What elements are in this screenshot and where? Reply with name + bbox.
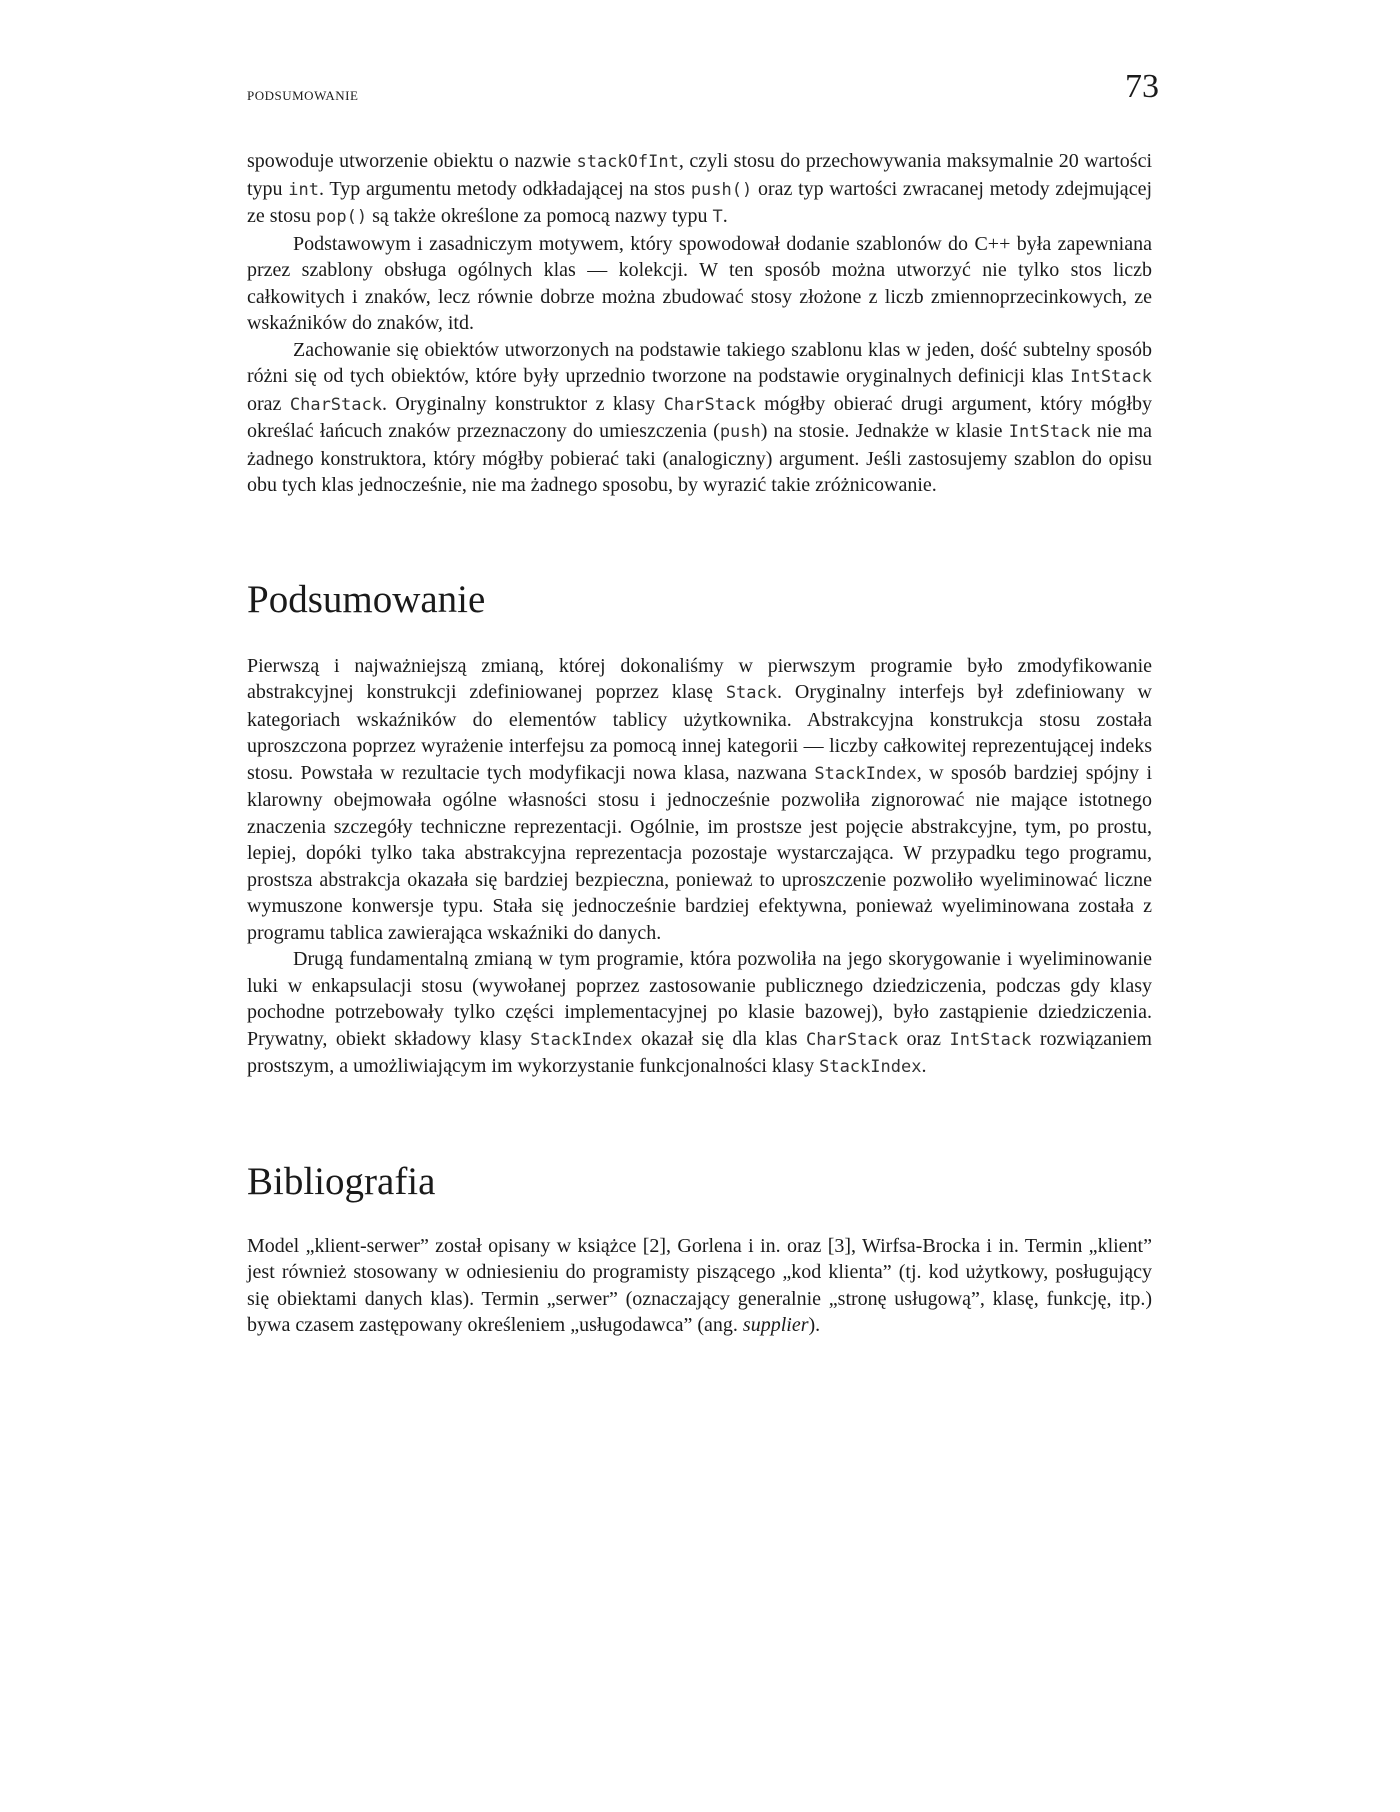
- inline-code: IntStack: [1008, 422, 1091, 442]
- paragraph: Drugą fundamentalną zmianą w tym programie, która pozwoliła na jego skorygowanie i wyeliminowanie luki w enkapsulacji stosu (wywołanej poprzez zastosowanie publicznego dziedziczenia, podczas gdy klasy pochodne potrzebowały tylko części implementacyjnej po klasie bazowej), było zastąpienie dziedziczenia. Prywatny, obiekt składowy klasy StackIndex okazał się dla klas CharStack oraz IntStack rozwiązaniem prostszym, a umożliwiającym im wykorzystanie funkcjonalności klasy StackIndex.: [247, 948, 1152, 1077]
- inline-code: StackIndex: [530, 1029, 633, 1050]
- inline-code: push: [719, 422, 761, 442]
- inline-code: CharStack: [663, 394, 756, 415]
- page-body: [247, 148, 1152, 1339]
- inline-code: CharStack: [805, 1029, 899, 1050]
- inline-code: stackOfInt: [576, 152, 679, 172]
- paragraph: spowoduje utworzenie obiektu o nazwie stackOfInt, czyli stosu do przechowywania maksymalnie 20 wartości typu int. Typ argumentu metody odkładającej na stos push() oraz typ wartości zwracanej metody zdejmującej ze stosu pop() są także określone za pomocą nazwy typu T.: [247, 150, 1152, 227]
- inline-code: T: [712, 207, 723, 227]
- inline-code: StackIndex: [814, 763, 917, 784]
- italic-term: supplier: [742, 1314, 809, 1336]
- inline-code: IntStack: [949, 1029, 1032, 1050]
- inline-code: CharStack: [289, 394, 382, 415]
- section-heading-summary: Podsumowanie: [247, 577, 486, 621]
- inline-code: Stack: [725, 683, 777, 703]
- section-heading-bibliography: Bibliografia: [247, 1159, 436, 1203]
- paragraph: Pierwszą i najważniejszą zmianą, której dokonaliśmy w pierwszym programie było zmodyfikowanie abstrakcyjnej konstrukcji zdefiniowanej poprzez klasę Stack. Oryginalny interfejs był zdefiniowany w kategoriach wskaźników do elementów tablicy użytkownika. Abstrakcyjna konstrukcja stosu została uproszczona poprzez wyrażenie interfejsu za pomocą innej kategorii — liczby całkowitej reprezentującej indeks stosu. Powstała w rezultacie tych modyfikacji nowa klasa, nazwana StackIndex, w sposób bardziej spójny i klarowny obejmowała ogólne własności stosu i jednocześnie pozwoliła zignorować nie mające istotnego znaczenia szczegóły techniczne reprezentacji. Ogólnie, im prostsze jest pojęcie abstrakcyjne, tym, po prostu, lepiej, dopóki tylko taka abstrakcyjna reprezentacja pozostaje wystarczająca. W przypadku tego programu, prostsza abstrakcja okazała się bardziej bezpieczna, ponieważ to uproszczenie pozwoliło wyeliminować liczne wymuszone konwersje typu. Stała się jednocześnie bardziej efektywna, ponieważ wyeliminowana została z programu tablica zawierająca wskaźniki do danych.: [247, 654, 1153, 944]
- inline-code: StackIndex: [819, 1057, 922, 1077]
- paragraph: Model „klient-serwer” został opisany w książce [2], Gorlena i in. oraz [3], Wirfsa-Brocka i in. Termin „klient” jest również stosowany w odniesieniu do programisty piszącego „kod klienta” (tj. kod użytkowy, posługujący się obiektami danych klas). Termin „serwer” (oznaczający generalnie „stronę usługową”, klasę, funkcję, itp.) bywa czasem zastępowany określeniem „usługodawca” (ang. supplier).: [247, 1234, 1152, 1336]
- inline-code: pop(): [315, 207, 368, 227]
- paragraph: Zachowanie się obiektów utworzonych na podstawie takiego szablonu klas w jeden, dość subtelny sposób różni się od tych obiektów, które były uprzednio tworzone na podstawie oryginalnych definicji klas IntStack oraz CharStack. Oryginalny konstruktor z klasy CharStack mógłby obierać drugi argument, który mógłby określać łańcuch znaków przeznaczony do umieszczenia (push) na stosie. Jednakże w klasie IntStack nie ma żadnego konstruktora, który mógłby pobierać taki (analogiczny) argument. Jeśli zastosujemy szablon do opisu obu tych klas jednocześnie, nie ma żadnego sposobu, by wyrazić takie zróżnicowanie.: [247, 338, 1153, 496]
- paragraph: Podstawowym i zasadniczym motywem, który spowodował dodanie szablonów do C++ była zapewniana przez szablony obsługa ogólnych klas — kolekcji. W ten sposób można utworzyć nie tylko stos liczb całkowitych i znaków, lecz równie dobrze można zbudować stosy złożone z liczb zmiennoprzecinkowych, ze wskaźników do znaków, itd.: [247, 232, 1152, 334]
- inline-code: IntStack: [1070, 367, 1152, 387]
- inline-code: int: [288, 179, 320, 200]
- inline-code: push(): [690, 179, 753, 200]
- page-number: 73: [1125, 68, 1159, 105]
- running-head: PODSUMOWANIE: [247, 88, 359, 103]
